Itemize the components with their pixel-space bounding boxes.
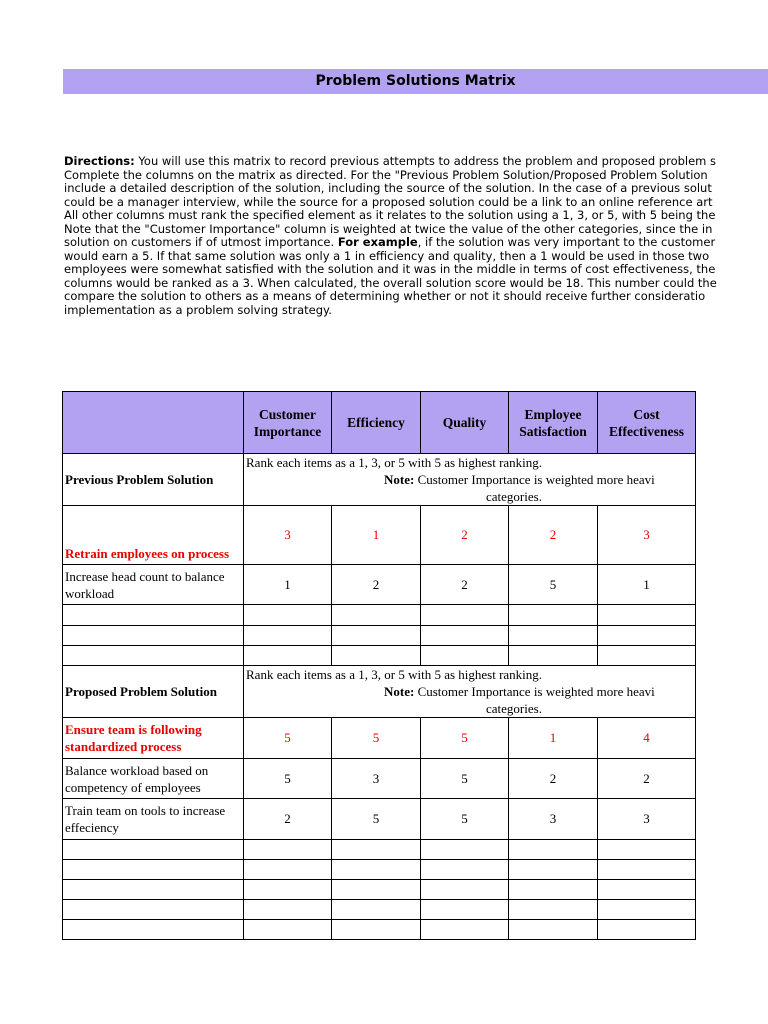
empty-row bbox=[63, 605, 696, 626]
page-title: Problem Solutions Matrix bbox=[63, 69, 768, 94]
cell-customer-importance: 2 bbox=[244, 799, 332, 840]
directions-line-4: could be a manager interview, while the source for a proposed solution could be a link to an online reference art bbox=[64, 194, 713, 209]
cell-customer-importance: 3 bbox=[244, 506, 332, 565]
empty-row bbox=[63, 900, 696, 920]
directions-line-3: include a detailed description of the solution, including the source of the solution. In the case of a previous solut bbox=[64, 181, 712, 195]
table-row bbox=[63, 565, 696, 605]
proposed-section-row bbox=[63, 666, 696, 718]
directions-line-10: columns would be ranked as a 3. When calculated, the overall solution score would be 18. This number could the bbox=[64, 275, 717, 290]
directions-line-6: Note that the "Customer Importance" column is weighted at twice the value of the other categories, since the in bbox=[64, 221, 713, 236]
header-employee-satisfaction: Employee Satisfaction bbox=[509, 392, 598, 454]
table-row bbox=[63, 759, 696, 799]
directions-line-9: employees were somewhat satisfied with the solution and it was in the middle in terms of cost effectiveness, the bbox=[64, 262, 716, 276]
proposed-problem-solution-label: Proposed Problem Solution bbox=[63, 666, 244, 718]
directions-text bbox=[64, 155, 768, 317]
directions-line-12: implementation as a problem solving strategy. bbox=[64, 302, 332, 317]
cell-quality: 5 bbox=[421, 718, 509, 759]
table-row bbox=[63, 799, 696, 840]
cell-customer-importance: 5 bbox=[244, 759, 332, 799]
header-cost-effectiveness: Cost Effectiveness bbox=[598, 392, 696, 454]
header-quality: Quality bbox=[421, 392, 509, 454]
empty-row bbox=[63, 860, 696, 880]
previous-solution-name: Increase head count to balance workload bbox=[63, 565, 244, 605]
empty-row bbox=[63, 626, 696, 646]
table-row bbox=[63, 718, 696, 759]
rank-instructions: Rank each items as a 1, 3, or 5 with 5 as highest ranking. Note: Customer Importance is weighted more heavi categories. bbox=[244, 454, 696, 506]
cell-customer-importance: 1 bbox=[244, 565, 332, 605]
cell-efficiency: 2 bbox=[332, 565, 421, 605]
previous-problem-solution-label: Previous Problem Solution bbox=[63, 454, 244, 506]
cell-cost-effectiveness: 4 bbox=[598, 718, 696, 759]
cell-customer-importance: 5 bbox=[244, 718, 332, 759]
cell-employee-satisfaction: 3 bbox=[509, 799, 598, 840]
cell-cost-effectiveness: 2 bbox=[598, 759, 696, 799]
cell-cost-effectiveness: 1 bbox=[598, 565, 696, 605]
cell-efficiency: 3 bbox=[332, 759, 421, 799]
directions-line-8: would earn a 5. If that same solution was only a 1 in efficiency and quality, then a 1 would be used in those two bbox=[64, 248, 710, 263]
cell-quality: 5 bbox=[421, 799, 509, 840]
cell-efficiency: 1 bbox=[332, 506, 421, 565]
cell-employee-satisfaction: 1 bbox=[509, 718, 598, 759]
rank-instructions: Rank each items as a 1, 3, or 5 with 5 as highest ranking. Note: Customer Importance is weighted more heavi categories. bbox=[244, 666, 696, 718]
cell-efficiency: 5 bbox=[332, 718, 421, 759]
empty-row bbox=[63, 840, 696, 860]
cell-cost-effectiveness: 3 bbox=[598, 506, 696, 565]
cell-cost-effectiveness: 3 bbox=[598, 799, 696, 840]
empty-row bbox=[63, 920, 696, 940]
directions-line-5: All other columns must rank the specified element as it relates to the solution using a 1, 3, or 5, with 5 being the bbox=[64, 208, 716, 222]
proposed-solution-name: Train team on tools to increase effeciency bbox=[63, 799, 244, 840]
previous-solution-name: Retrain employees on process bbox=[63, 506, 244, 565]
empty-row bbox=[63, 646, 696, 666]
proposed-solution-name: Balance workload based on competency of employees bbox=[63, 759, 244, 799]
table-row bbox=[63, 506, 696, 565]
header-efficiency: Efficiency bbox=[332, 392, 421, 454]
cell-quality: 2 bbox=[421, 565, 509, 605]
directions-line-2: Complete the columns on the matrix as directed. For the "Previous Problem Solution/Proposed Problem Solution bbox=[64, 167, 708, 182]
cell-employee-satisfaction: 5 bbox=[509, 565, 598, 605]
proposed-solution-name: Ensure team is following standardized process bbox=[63, 718, 244, 759]
cell-efficiency: 5 bbox=[332, 799, 421, 840]
solutions-matrix bbox=[62, 391, 696, 940]
directions-line-11: compare the solution to others as a means of determining whether or not it should receive further consideratio bbox=[64, 289, 706, 303]
cell-employee-satisfaction: 2 bbox=[509, 506, 598, 565]
directions-line-1: Directions: You will use this matrix to record previous attempts to address the problem and proposed problem s bbox=[64, 155, 717, 168]
empty-row bbox=[63, 880, 696, 900]
cell-quality: 5 bbox=[421, 759, 509, 799]
header-customer-importance: Customer Importance bbox=[244, 392, 332, 454]
header-row bbox=[63, 392, 696, 454]
cell-quality: 2 bbox=[421, 506, 509, 565]
header-blank-cell bbox=[63, 392, 244, 454]
directions-line-7: solution on customers if of utmost importance. For example, if the solution was very important to the customer bbox=[64, 235, 716, 249]
cell-employee-satisfaction: 2 bbox=[509, 759, 598, 799]
directions-label: Directions: bbox=[64, 155, 135, 168]
previous-section-row bbox=[63, 454, 696, 506]
